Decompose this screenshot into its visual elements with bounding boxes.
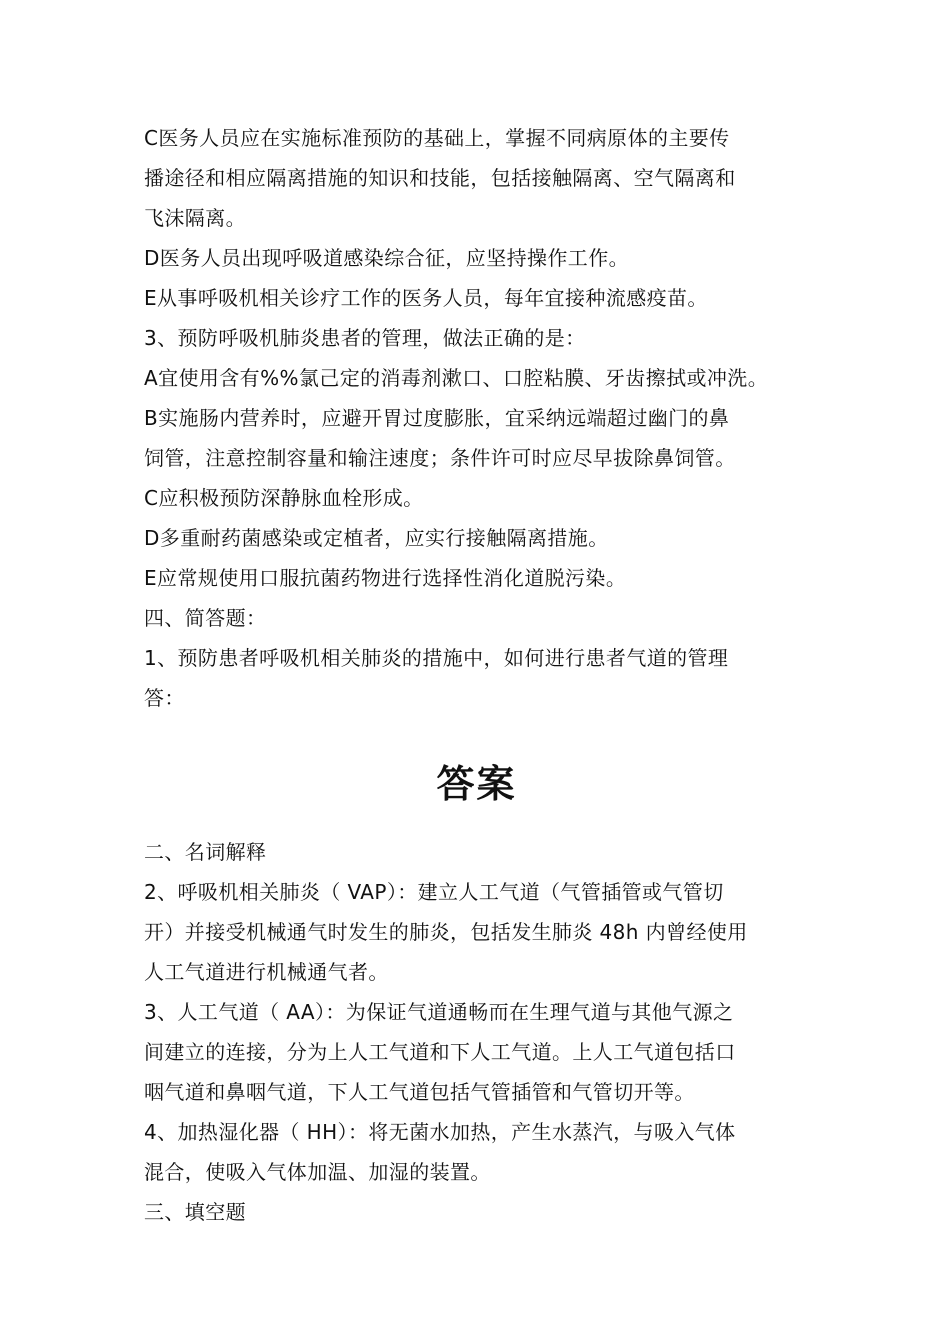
text-line: 3、人工气道（ AA）：为保证气道通畅而在生理气道与其他气源之 [144, 1000, 734, 1024]
text-line: B实施肠内营养时，应避开胃过度膨胀，宜采纳远端超过幽门的鼻 [144, 406, 730, 430]
question-heading: 1、预防患者呼吸机相关肺炎的措施中，如何进行患者气道的管理 [144, 646, 729, 670]
text-line: E应常规使用口服抗菌药物进行选择性消化道脱污染。 [144, 566, 627, 590]
text-line: C医务人员应在实施标准预防的基础上，掌握不同病原体的主要传 [144, 126, 730, 150]
answer-prompt: 答： [144, 686, 185, 710]
answer-title: 答案 [436, 762, 517, 806]
text-line: 飞沫隔离。 [144, 206, 246, 230]
text-line: C应积极预防深静脉血栓形成。 [144, 486, 424, 510]
question-section [144, 118, 809, 718]
text-line: 4、加热湿化器（ HH）：将无菌水加热，产生水蒸汽，与吸入气体 [144, 1120, 736, 1144]
answer-section [144, 832, 809, 1232]
text-line: 人工气道进行机械通气者。 [144, 960, 389, 984]
section-heading: 三、填空题 [144, 1200, 246, 1224]
text-line: 播途径和相应隔离措施的知识和技能，包括接触隔离、空气隔离和 [144, 166, 736, 190]
spacer [144, 718, 809, 754]
text-line: 间建立的连接，分为上人工气道和下人工气道。上人工气道包括口 [144, 1040, 736, 1064]
text-line: 开）并接受机械通气时发生的肺炎，包括发生肺炎 48h 内曾经使用 [144, 920, 748, 944]
document-page [144, 118, 809, 1232]
text-line: E从事呼吸机相关诊疗工作的医务人员，每年宜接种流感疫苗。 [144, 286, 708, 310]
section-heading: 二、名词解释 [144, 840, 267, 864]
text-line: 2、呼吸机相关肺炎（ VAP）：建立人工气道（气管插管或气管切 [144, 880, 724, 904]
text-line: 饲管，注意控制容量和输注速度；条件许可时应尽早拔除鼻饲管。 [144, 446, 736, 470]
section-heading: 四、简答题： [144, 606, 267, 630]
text-line: D医务人员出现呼吸道感染综合征，应坚持操作工作。 [144, 246, 629, 270]
text-line: 混合，使吸入气体加温、加湿的装置。 [144, 1160, 491, 1184]
text-line: D多重耐药菌感染或定植者，应实行接触隔离措施。 [144, 526, 609, 550]
question-heading: 3、预防呼吸机肺炎患者的管理，做法正确的是： [144, 326, 586, 350]
text-line: A宜使用含有%%氯己定的消毒剂漱口、口腔粘膜、牙齿擦拭或冲洗。 [144, 366, 769, 390]
text-line: 咽气道和鼻咽气道，下人工气道包括气管插管和气管切开等。 [144, 1080, 695, 1104]
